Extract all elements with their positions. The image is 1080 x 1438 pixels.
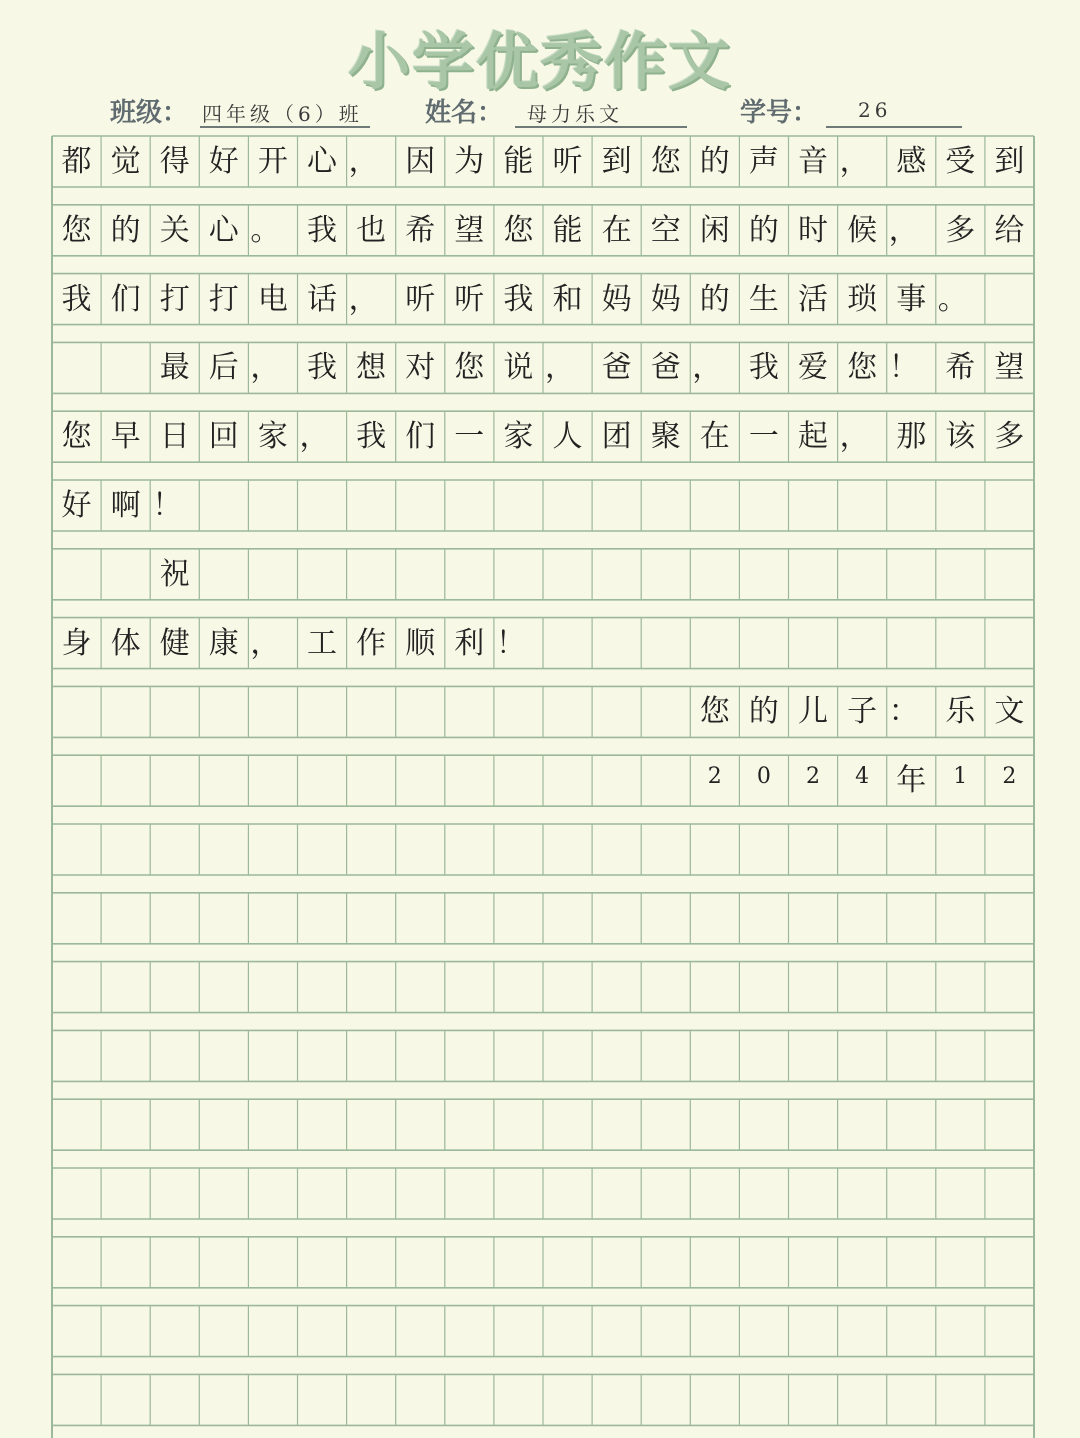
grid-char: ， [888, 212, 919, 248]
grid-char: 能 [503, 144, 534, 179]
grid-char: 打 [159, 281, 190, 317]
grid-char: 祝 [159, 556, 190, 592]
grid-char: 。 [250, 212, 281, 248]
grid-char: 我 [307, 350, 337, 386]
grid-char: 乐 [945, 694, 976, 730]
grid-char: 听 [454, 281, 485, 317]
grid-char: 作 [356, 625, 387, 661]
grid-char: 到 [601, 144, 632, 179]
grid-char: 您 [61, 212, 92, 248]
grid-char: ， [348, 144, 379, 179]
grid-char: 心 [208, 212, 239, 248]
student-id-value: 26 [858, 98, 892, 122]
grid-char: 2 [806, 764, 820, 790]
grid-char: 文 [994, 694, 1025, 730]
grid-char: 候 [847, 212, 878, 248]
grid-char: 和 [552, 281, 583, 317]
grid-char: 活 [798, 281, 828, 317]
grid-char: 因 [405, 144, 436, 179]
grid-char: 想 [356, 350, 387, 386]
grid-char: 身 [61, 625, 92, 661]
grid-char: ， [299, 419, 330, 455]
grid-char: 好 [208, 144, 239, 179]
grid-char: 子 [847, 694, 878, 730]
grid-char: 2 [707, 764, 722, 790]
grid-char: 都 [61, 144, 92, 179]
name-value: 母力乐文 [527, 102, 623, 126]
grid-char: 感 [896, 144, 927, 179]
grid-char: 您 [61, 419, 92, 455]
grid-char: 生 [748, 281, 779, 317]
grid-char: 声 [748, 144, 779, 179]
student-id-field [740, 92, 970, 132]
grid-char: 的 [110, 212, 141, 248]
grid-char: 对 [405, 350, 436, 386]
grid-char: 时 [798, 212, 828, 248]
grid-char: 一 [748, 419, 779, 455]
grid-char: 2 [1002, 764, 1017, 790]
grid-char: 1 [953, 764, 968, 790]
page-title: 小学优秀作文 [347, 25, 732, 98]
grid-char: 望 [454, 212, 485, 248]
grid-char: 爱 [798, 350, 828, 386]
grid-char: 的 [748, 694, 779, 730]
grid-char: 我 [503, 281, 534, 317]
grid-char: 家 [257, 419, 288, 455]
grid-char: 爸 [650, 350, 681, 386]
grid-char: 觉 [110, 144, 141, 179]
grid-char: 后 [208, 350, 239, 386]
grid-char: 闲 [699, 212, 730, 248]
grid-char: 的 [748, 212, 779, 248]
grid-char: 听 [552, 144, 583, 179]
grid-char: 的 [699, 144, 730, 179]
grid-char: 健 [159, 625, 190, 661]
grid-char: 0 [756, 764, 771, 790]
grid-char: 我 [356, 419, 387, 455]
grid-char: 希 [405, 212, 436, 248]
grid-char: 4 [855, 764, 870, 790]
grid-char: 我 [61, 281, 92, 317]
grid-char: 说 [503, 350, 534, 386]
grid-char: 啊 [110, 488, 141, 523]
grid-char: 您 [650, 144, 681, 179]
grid-char: 。 [937, 281, 968, 317]
grid-char: 人 [552, 419, 583, 455]
grid-char: 到 [994, 144, 1025, 179]
grid-char: 受 [945, 144, 976, 179]
grid-char: ， [250, 625, 281, 661]
grid-char: 多 [945, 212, 976, 248]
grid-char: 一 [454, 419, 485, 455]
grid-char: 听 [405, 281, 436, 317]
grid-char: ， [250, 350, 281, 386]
grid-char: 琐 [847, 281, 878, 317]
grid-char: 事 [896, 281, 927, 317]
grid-char: 体 [110, 625, 141, 661]
grid-char: ！ [888, 350, 919, 386]
grid-char: 回 [208, 419, 239, 455]
grid-char: 的 [699, 281, 730, 317]
grid-char: 给 [994, 212, 1025, 248]
grid-char: ： [888, 694, 919, 730]
grid-char: 打 [208, 281, 239, 317]
grid-char: 开 [257, 144, 288, 179]
grid-char: 空 [650, 212, 681, 248]
grid-char: 早 [110, 419, 141, 455]
grid-char: 心 [307, 144, 337, 179]
grid-char: 日 [159, 419, 190, 455]
grid-char: 望 [994, 350, 1025, 386]
grid-char: 我 [307, 212, 337, 248]
grid-char: 儿 [798, 694, 828, 730]
grid-char: 妈 [601, 281, 632, 317]
class-value: 四年级（6）班 [202, 102, 363, 126]
grid-char: 得 [159, 144, 190, 179]
grid-char: 音 [798, 144, 828, 179]
grid-char: 最 [159, 350, 190, 386]
student-id-label: 学号： [740, 98, 819, 128]
grid-char: 您 [454, 350, 485, 386]
class-label: 班级： [110, 98, 189, 128]
grid-char: ， [545, 350, 575, 386]
grid-char: 电 [257, 281, 288, 317]
grid-char: ， [692, 350, 723, 386]
grid-char: ， [839, 419, 870, 455]
grid-char: 希 [945, 350, 976, 386]
grid-char: ！ [152, 488, 183, 523]
grid-char: 也 [356, 212, 387, 248]
grid-char: 那 [896, 419, 927, 455]
name-field [425, 92, 695, 132]
grid-char: 利 [454, 625, 485, 661]
grid-char: 康 [208, 625, 239, 661]
grid-char: 好 [61, 488, 92, 523]
grid-char: ， [839, 144, 870, 179]
grid-char: 工 [307, 625, 337, 661]
grid-char: 妈 [650, 281, 681, 317]
grid-char: 为 [454, 144, 485, 179]
grid-char: ， [348, 281, 379, 317]
grid-char: 您 [847, 350, 878, 386]
grid-char: 年 [896, 763, 927, 799]
grid-char: 我 [748, 350, 779, 386]
grid-char: 该 [945, 419, 976, 455]
grid-char: 聚 [650, 419, 681, 455]
grid-char: 顺 [405, 625, 436, 661]
grid-char: 起 [798, 419, 828, 455]
grid-char: 们 [405, 419, 436, 455]
grid-char: 您 [503, 212, 534, 248]
grid-char: 家 [503, 419, 534, 455]
grid-char: 能 [552, 212, 583, 248]
grid-char: 关 [159, 212, 190, 248]
class-field [110, 92, 410, 132]
grid-char: 话 [307, 281, 337, 317]
grid-char: 在 [699, 419, 730, 455]
grid-char: 在 [601, 212, 632, 248]
name-label: 姓名： [425, 98, 504, 128]
grid-char: 多 [994, 419, 1025, 455]
grid-char: ！ [495, 625, 526, 661]
grid-char: 们 [110, 281, 141, 317]
grid-char: 团 [601, 419, 632, 455]
grid-char: 您 [699, 694, 730, 730]
grid-char: 爸 [601, 350, 632, 386]
